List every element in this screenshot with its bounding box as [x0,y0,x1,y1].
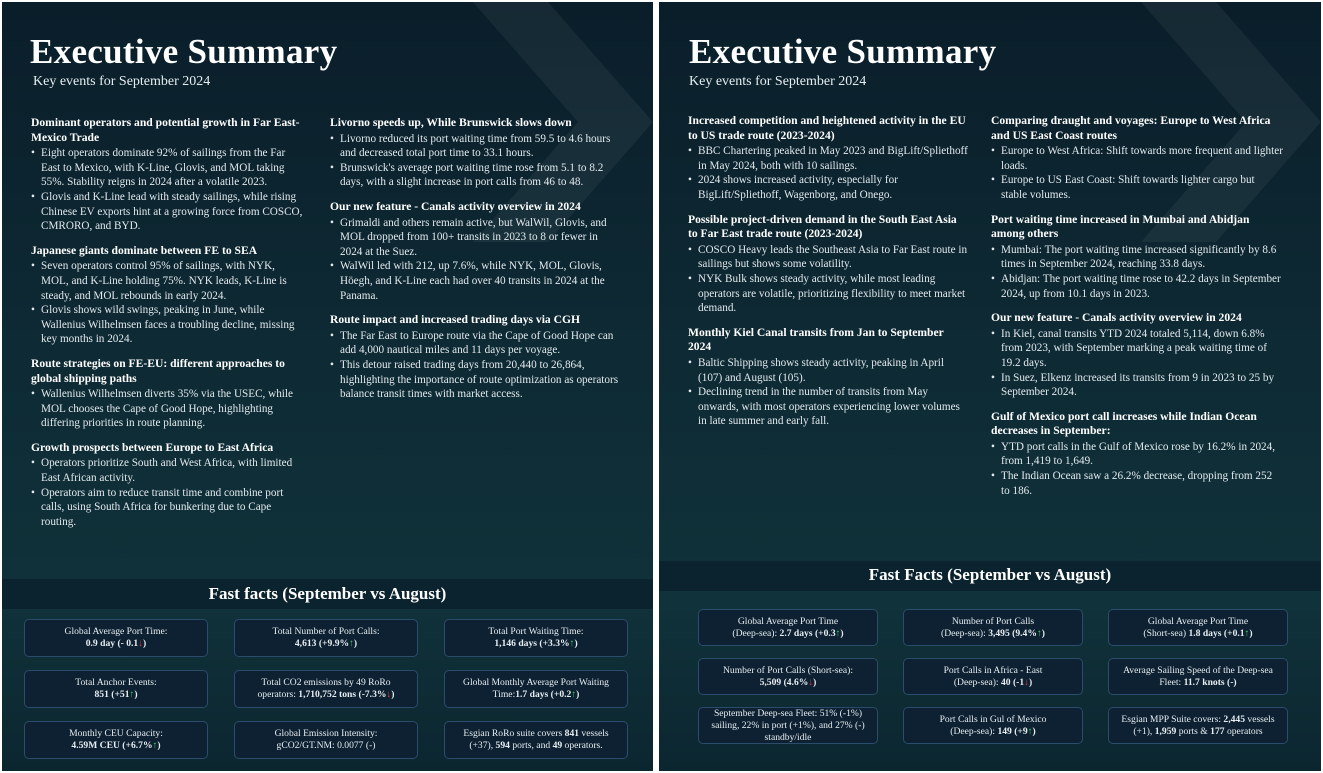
fast-fact-card [903,658,1083,695]
fact-prefix: (Deep-sea): [732,627,780,639]
bullet-item: • Wallenius Wilhelmsen diverts 35% via the USEC, while MOL chooses the Cape of Good Hope, highlighting differing priorities in route planning. [31,387,303,431]
fact-value: 594 [495,740,510,751]
bullet-list [991,327,1283,400]
bullet-item: • Europe to US East Coast: Shift towards lighter cargo but stable volumes. [991,173,1283,202]
fact-value: 2.7 days (+0.3 [779,627,836,639]
bullet-item: • Operators aim to reduce transit time and combine port calls, using South Africa for bunkering due to Cape routing. [31,486,303,530]
fact-label: Port Calls in Gul of Mexico [939,713,1047,725]
fast-fact-card [903,707,1083,744]
summary-section [991,213,1283,302]
fact-value: 4,613 (+9.9% [294,638,350,649]
right-summary-panel [659,2,1321,771]
summary-section [688,114,968,203]
fact-value: 149 (+9 [997,725,1028,737]
bullet-list [330,132,622,190]
fact-prefix: Time: [492,689,516,700]
fact-text [273,626,380,650]
fact-text [65,626,168,650]
bullet-list [330,329,622,402]
section-heading: Comparing draught and voyages: Europe to West Africa and US East Coast routes [991,114,1271,142]
bullet-item: • The Far East to Europe route via the Cape of Good Hope can add 4,000 nautical miles and 11 days per voyage. [330,329,622,358]
arrow-up-icon: ↑ [569,638,575,649]
fact-label: Number of Port Calls (Short-sea): [722,664,854,676]
summary-column-2 [330,116,622,412]
fact-close: ) [391,689,395,700]
summary-column-2 [991,114,1283,508]
fact-text [944,665,1043,689]
fact-prefix: (Deep-sea): [941,627,989,639]
fast-fact-card [1108,658,1288,695]
fact-value: 177 [1210,725,1225,737]
fact-label: Average Sailing Speed of the Deep-sea [1123,664,1273,676]
fact-label: Total Number of Port Calls: [272,626,380,637]
fact-label: operators. [562,740,603,751]
fact-prefix: operators: [257,689,299,700]
fact-prefix: Fleet: [1159,676,1184,688]
fact-value: 851 (+51 [94,689,130,700]
fast-fact-card [444,721,628,759]
fact-label: Global Average Port Time [737,615,839,627]
fact-text [75,677,156,701]
fact-value: 1,959 [1154,725,1177,737]
bullet-list [31,387,303,431]
arrow-up-icon: ↑ [571,689,577,700]
fact-label: Global Average Port Time: [64,626,168,637]
fast-fact-card [24,670,208,708]
fact-prefix: (Deep-sea): [953,676,1001,688]
fact-value: 49 [552,740,563,751]
fast-fact-card [444,670,628,708]
fact-text [275,728,378,752]
fact-close: ) [1032,725,1036,737]
fact-close: ) [574,638,578,649]
fast-fact-card [234,721,418,759]
fact-value: 2,445 [1223,713,1245,725]
fast-fact-card [24,721,208,759]
arrow-down-icon: ↓ [1024,676,1029,688]
fact-close: ) [134,689,138,700]
bullet-item: • 2024 shows increased activity, especially for BigLift/Spliethoff, Wagenborg, and Onego. [688,173,968,202]
bullet-item: • YTD port calls in the Gulf of Mexico rose by 16.2% in 2024, from 1,419 to 1,649. [991,440,1283,469]
bullet-item: • Declining trend in the number of transits from May onwards, with most operators experiencing lower volumes in late summer and early fall. [688,385,968,429]
fact-close: ) [840,627,844,639]
fact-label: Esgian RoRo suite covers [463,728,565,739]
fact-label: Monthly CEU Capacity: [69,728,163,739]
fact-value: 40 (-1 [1000,676,1025,688]
fact-text [463,677,609,701]
fact-label: Number of Port Calls [951,615,1035,627]
fact-value: 11.7 knots (-) [1183,676,1237,688]
fact-value: 1.7 days (+0.2 [515,689,572,700]
summary-section [31,116,303,234]
bullet-item: • The Indian Ocean saw a 26.2% decrease, dropping from 252 to 186. [991,469,1283,498]
fact-close: ) [813,676,817,688]
fact-close: ) [1028,676,1033,688]
summary-section [991,311,1283,400]
bullet-item: • BBC Chartering peaked in May 2023 and BigLift/Spliethoff in May 2024, both with 10 sailings. [688,144,968,173]
arrow-up-icon: ↑ [349,638,354,649]
fast-fact-card [444,619,628,657]
bullet-item: • COSCO Heavy leads the Southeast Asia to Far East route in sailings but shows some volatility. [688,243,968,272]
bullet-list [991,440,1283,498]
bullet-item: • WalWil led with 212, up 7.6%, while NYK, MOL, Glovis, Höegh, and K-Line each had over 40 transits in 2024 at the Panama. [330,259,622,303]
fact-label: Esgian MPP Suite covers: [1121,713,1224,725]
bullet-list [330,216,622,304]
fact-label: Total Port Waiting Time: [488,626,584,637]
bullet-list [31,456,303,529]
summary-column-1 [31,116,303,539]
fast-fact-card [234,670,418,708]
fact-text [69,728,163,752]
fact-label: ports & [1176,725,1211,737]
fact-label: Total CO2 emissions by 49 RoRo [261,677,391,688]
fast-fact-card [24,619,208,657]
fact-value: 1.8 days (+0.1 [1188,627,1245,639]
fast-facts-title: Fast Facts (September vs August) [868,565,1112,584]
fact-close: ) [143,638,147,649]
bullet-list [991,243,1283,301]
bullet-item: • Livorno reduced its port waiting time from 59.5 to 4.6 hours and decreased total port time to 33.1 hours. [330,132,622,161]
bullet-list [991,144,1283,202]
fast-fact-card [1108,707,1288,744]
bullet-list [31,259,303,347]
page-subtitle: Key events for September 2024 [33,74,211,89]
fact-text [488,626,583,650]
fact-label: operators [1224,725,1263,737]
left-summary-panel [2,2,653,771]
fact-text [732,616,843,640]
summary-section [330,200,622,303]
summary-section [31,244,303,347]
fact-label: Global Average Port Time [1147,615,1249,627]
bullet-item: • This detour raised trading days from 20,440 to 26,864, highlighting the importance of route optimization as operators balance transit times with market access. [330,358,622,402]
section-heading: Our new feature - Canals activity overview in 2024 [330,199,581,213]
fact-value: 0.9 day (- 0.1 [85,638,139,649]
fact-close: ) [353,638,358,649]
summary-column-1 [688,114,968,439]
fact-value: 1,710,752 tons (-7.3% [298,689,387,700]
bullet-item: • Operators prioritize South and West Africa, with limited East African activity. [31,456,303,485]
section-heading: Route strategies on FE-EU: different approaches to global shipping paths [31,356,285,385]
fast-fact-card [1108,609,1288,646]
arrow-down-icon: ↓ [138,638,144,649]
fact-prefix: (Deep-sea): [950,725,998,737]
fact-text [723,665,853,689]
section-heading: Dominant operators and potential growth in Far East-Mexico Trade [31,116,300,144]
fact-label: September Deep-sea Fleet: 51% (-1%) sailing, 22% in port (+1%), and 27% (-) standby/idle [711,707,865,743]
bullet-list [688,144,968,202]
summary-section [31,357,303,431]
page-title: Executive Summary [689,32,997,71]
page-subtitle: Key events for September 2024 [689,74,867,89]
bullet-item: • In Suez, Elkenz increased its transits from 9 in 2023 to 25 by September 2024. [991,371,1283,400]
fact-text [941,616,1045,640]
arrow-down-icon: ↓ [808,676,814,688]
fact-label: ports, and [509,740,553,751]
fast-fact-card [698,609,878,646]
fact-close: ) [157,740,161,751]
fact-value: 841 [564,728,580,739]
fast-fact-card [698,707,878,744]
bullet-item: • Glovis and K-Line lead with steady sailings, while rising Chinese EV exports hint at a growing force from COSCO, CMRORO, and BYD. [31,190,303,234]
fact-label: vessels (+37), [469,728,609,751]
bullet-item: • Abidjan: The port waiting time rose to 42.2 days in September 2024, up from 10.1 days in 2023. [991,272,1283,301]
fast-fact-card [234,619,418,657]
arrow-up-icon: ↑ [152,740,158,751]
bullet-item: • Mumbai: The port waiting time increased significantly by 8.6 times in September 2024, reaching 33.8 days. [991,243,1283,272]
bullet-item: • Eight operators dominate 92% of sailings from the Far East to Mexico, with K-Line, Glovis, and MOL taking 55%. Stability reigns in 2024 after a volatile 2023. [31,146,303,190]
section-heading: Japanese giants dominate between FE to SEA [31,243,258,257]
arrow-up-icon: ↑ [1027,725,1033,737]
section-heading: Port waiting time increased in Mumbai and Abidjan among others [991,212,1250,241]
arrow-down-icon: ↓ [386,689,392,700]
fact-prefix: gCO2/GT.NM: 0.0077 (-) [276,740,376,751]
summary-section [330,116,622,190]
arrow-up-icon: ↑ [835,627,841,639]
bullet-item: • NYK Bulk shows steady activity, while most leading operators are volatile, prioritizing flexibility to meet market demand. [688,272,968,316]
fact-text [940,714,1047,738]
bullet-list [31,146,303,234]
summary-section [330,313,622,402]
summary-section [991,114,1283,203]
fact-label: Global Emission Intensity: [274,728,378,739]
bullet-item: • Seven operators control 95% of sailings, with NYK, MOL, and K-Line holding 75%. NYK leads, K-Line is steady, and MOL rebounds in early 2024. [31,259,303,303]
bullet-item: • Glovis shows wild swings, peaking in June, while Wallenius Wilhelmsen faces a troubling decline, missing key months in 2024. [31,303,303,347]
bullet-list [688,356,968,429]
section-heading: Livorno speeds up, While Brunswick slows down [330,116,572,129]
bullet-item: • Baltic Shipping shows steady activity, peaking in April (107) and August (105). [688,356,968,385]
fact-close: ) [1041,627,1045,639]
fact-value: 5,509 (4.6% [759,676,809,688]
fact-value: 4.59M CEU (+6.7% [71,740,153,751]
fact-text [451,728,621,752]
fact-label: Total Anchor Events: [75,677,157,688]
arrow-up-icon: ↑ [129,689,135,700]
fact-label: Global Monthly Average Port Waiting [463,677,609,688]
fact-close: ) [1249,627,1253,639]
fact-text [258,677,395,701]
fast-facts-title: Fast facts (September vs August) [208,584,447,603]
fact-text [705,708,871,744]
arrow-up-icon: ↑ [1244,627,1250,639]
fact-value: 3,495 (9.4% [988,627,1037,639]
page-title: Executive Summary [30,32,338,71]
bullet-item: • Grimaldi and others remain active, but WalWil, Glovis, and MOL dropped from 100+ transits in 2023 to 8 or fewer in 2024 at the Suez. [330,216,622,260]
bullet-item: • In Kiel, canal transits YTD 2024 totaled 5,114, down 6.8% from 2023, with September marking a peak waiting time of 19.2 days. [991,327,1283,371]
section-heading: Monthly Kiel Canal transits from Jan to September 2024 [688,325,944,354]
summary-section [688,213,968,316]
fast-fact-card [903,609,1083,646]
section-heading: Gulf of Mexico port call increases while Indian Ocean decreases in September: [991,409,1257,438]
fact-text [1115,714,1281,738]
fact-text [1143,616,1252,640]
bullet-item: • Brunswick's average port waiting time rose from 5.1 to 8.2 days, with a slight increase in port calls from 46 to 48. [330,161,622,190]
fact-label: vessels (+1), [1133,713,1275,737]
fast-fact-card [698,658,878,695]
section-heading: Our new feature - Canals activity overview in 2024 [991,311,1242,325]
summary-section [31,441,303,530]
fact-close: ) [576,689,580,700]
bullet-list [688,243,968,316]
section-heading: Increased competition and heightened activity in the EU to US trade route (2023-2024) [688,114,966,142]
arrow-up-icon: ↑ [1036,627,1042,639]
fact-label: Port Calls in Africa - East [943,664,1043,676]
section-heading: Route impact and increased trading days via CGH [330,313,581,327]
section-heading: Growth prospects between Europe to East Africa [31,440,274,454]
fact-prefix: (Short-sea) [1143,627,1189,639]
summary-section [991,410,1283,499]
fact-text [1123,665,1273,689]
fact-value: 1,146 days (+3.3% [494,638,570,649]
section-heading: Possible project-driven demand in the South East Asia to Far East trade route (2023-2024) [688,212,957,241]
summary-section [688,326,968,429]
bullet-item: • Europe to West Africa: Shift towards more frequent and lighter loads. [991,144,1283,173]
